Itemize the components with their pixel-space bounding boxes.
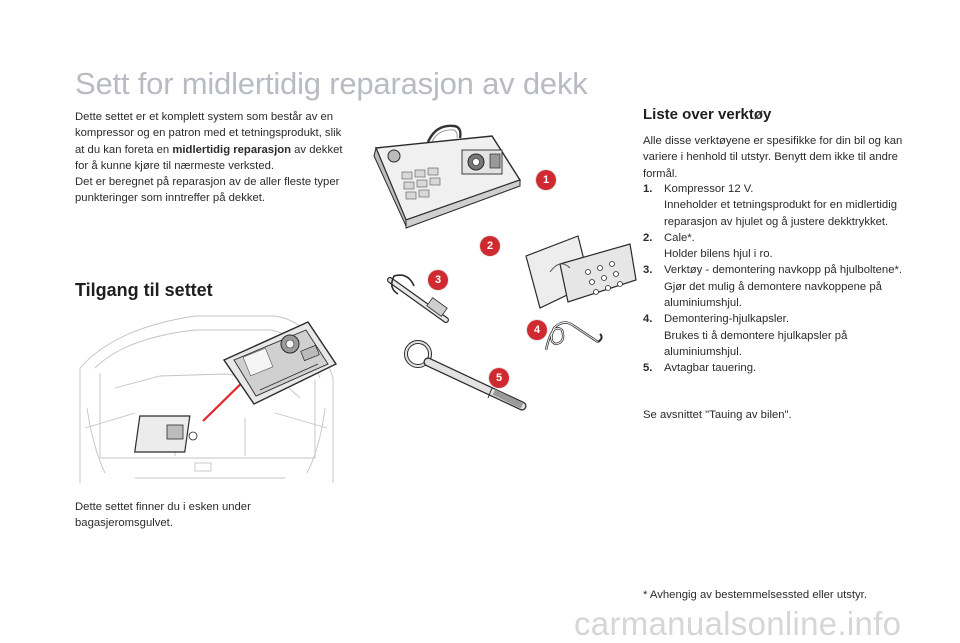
tool-title: Demontering-hjulkapsler.	[664, 313, 789, 326]
trunk-kit-box	[135, 416, 197, 452]
tool-title: Verktøy - demontering navkopp på hjulboltene*.	[664, 264, 903, 277]
badge-2: 2	[480, 236, 500, 256]
towing-eye-illustration	[402, 340, 532, 414]
tool-title: Kompressor 12 V.	[664, 183, 754, 195]
access-heading: Tilgang til settet	[75, 280, 213, 300]
kit-box-zoom	[220, 318, 338, 408]
intro-bold: midlertidig reparasjon	[172, 143, 292, 156]
tool-list	[643, 181, 913, 377]
tool-note: Se avsnittet "Tauing av bilen".	[643, 409, 792, 421]
tool-item	[643, 311, 913, 360]
wheel-chock-illustration	[520, 228, 640, 314]
badge-5: 5	[489, 368, 509, 388]
tool-title: Avtagbar tauering.	[664, 362, 757, 375]
badge-1: 1	[536, 170, 556, 190]
badge-3: 3	[428, 270, 448, 290]
tool-desc: Brukes ti å demontere hjulkapsler på aluminiumshjul.	[664, 329, 848, 358]
tool-desc: Gjør det mulig å demontere navkoppene på aluminiumshjul.	[664, 280, 882, 310]
tool-number: 2.	[643, 231, 653, 244]
tool-title: Cale*.	[664, 231, 695, 244]
tool-item	[643, 360, 913, 376]
tool-desc: Inneholder et tetningsprodukt for en midlertidig reparasjon av hjulet og å justere dekktrykket.	[664, 199, 897, 228]
intro-paragraph	[75, 109, 345, 174]
intro-text	[75, 109, 345, 207]
compressor-kit-illustration	[372, 120, 532, 230]
tool-item	[643, 230, 913, 263]
intro-text-part1: Dette settet er et komplett system som består av en kompressor og en patron med et tetningsprodukt, slik at du kan foreta en	[75, 111, 342, 156]
footnote: * Avhengig av bestemmelsessted eller utstyr.	[643, 589, 867, 601]
intro-text-part2: av dekket for å kunne kjøre til nærmeste verksted.	[75, 143, 343, 172]
intro-paragraph-2: Det er beregnet på reparasjon av de aller fleste typer punkteringer som inntreffer på dekket.	[75, 176, 340, 205]
watermark: carmanualsonline.info	[574, 605, 902, 642]
page-title: Sett for midlertidig reparasjon av dekk	[75, 66, 588, 101]
access-text: Dette settet finner du i esken under bagasjeromsgulvet.	[75, 501, 251, 530]
tool-item	[643, 181, 913, 230]
tool-desc: Holder bilens hjul i ro.	[664, 248, 773, 261]
tool-number: 4.	[643, 313, 653, 326]
tools-intro: Alle disse verktøyene er spesifikke for din bil og kan variere i henhold til utstyr. Benytt dem ikke til andre formål.	[643, 135, 903, 180]
tools-heading: Liste over verktøy	[643, 106, 772, 123]
tool-item	[643, 262, 913, 311]
cover-hook-illustration	[540, 316, 604, 356]
tool-number: 5.	[643, 362, 653, 375]
tool-number: 3.	[643, 264, 653, 277]
badge-4: 4	[527, 320, 547, 340]
tool-number: 1.	[643, 183, 653, 195]
